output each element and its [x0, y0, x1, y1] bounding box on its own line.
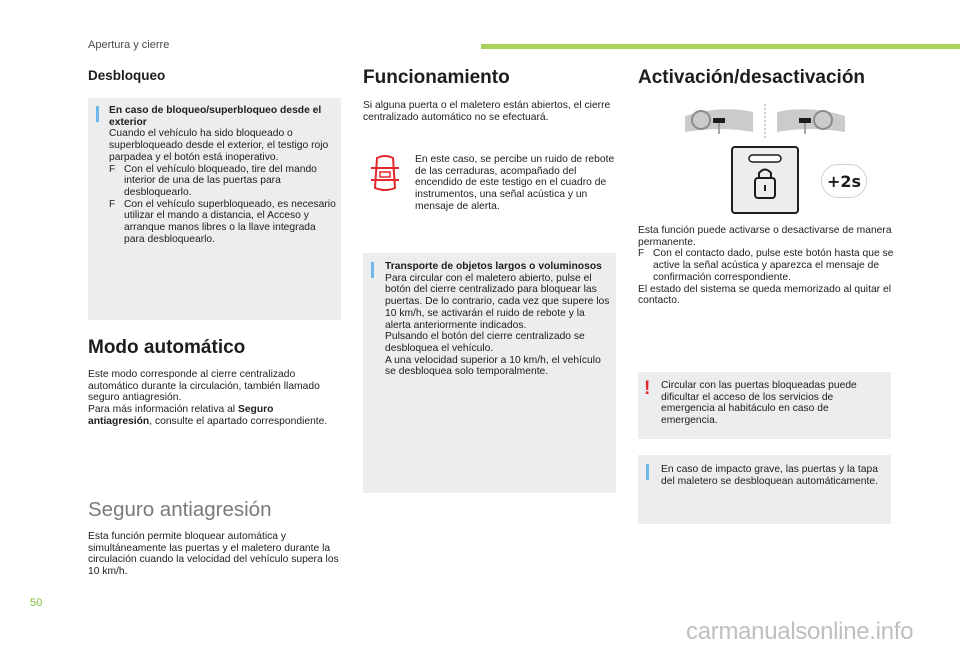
transporte-info-text — [385, 261, 611, 378]
transporte-info-title: Transporte de objetos largos o voluminosos — [385, 261, 602, 272]
desbloqueo-info-title: En caso de bloqueo/superbloqueo desde el exterior — [109, 105, 322, 128]
activacion-body: Esta función puede activarse o desactivarse de manera permanente. — [638, 225, 892, 248]
warning-icon: ! — [644, 378, 651, 399]
modo-ref-suffix: , consulte el apartado correspondiente. — [149, 415, 328, 427]
door-lock-warning-icon — [368, 154, 402, 194]
dashboard-icon — [685, 102, 845, 140]
activacion-memo: El estado del sistema se queda memorizado al quitar el contacto. — [638, 283, 891, 307]
modo-ref-link: Seguro antiagresión — [88, 404, 274, 427]
lock-button-icon — [731, 146, 799, 214]
transporte-info-p2: Pulsando el botón del cierre centralizado se desbloquea el vehículo. — [385, 331, 585, 354]
desbloqueo-bullet-2: F Con el vehículo superbloqueado, es necesario utilizar el mando a distancia, el Acceso y arranque manos libres o la llave integrada para desbloquearlo. — [109, 199, 337, 246]
press-duration-label: +2s — [826, 171, 862, 191]
modo-automatico-heading: Modo automático — [88, 337, 246, 358]
watermark: carmanualsonline.info — [686, 618, 914, 645]
desbloqueo-heading: Desbloqueo — [88, 68, 166, 83]
impacto-info-text: En caso de impacto grave, las puertas y la tapa del maletero se desbloquean automáticamente. — [661, 464, 878, 487]
section-label: Apertura y cierre — [88, 39, 170, 51]
page-number: 50 — [30, 597, 43, 609]
funcionamiento-icon-text: En este caso, se percibe un ruido de rebote de las cerraduras, acompañado del encendido de este testigo en el cuadro de instrumentos, una señal acústica y un mensaje de alerta. — [415, 154, 615, 212]
info-icon — [371, 262, 374, 278]
desbloqueo-bullet-1: F Con el vehículo bloqueado, tire del mando interior de una de las puertas para desbloquearlo. — [109, 164, 337, 199]
funcionamiento-intro: Si alguna puerta o el maletero están abiertos, el cierre centralizado automático no se efectuará. — [363, 100, 611, 123]
info-icon — [96, 106, 99, 122]
activacion-text — [638, 225, 894, 307]
seguro-antiagresion-heading: Seguro antiagresión — [88, 498, 272, 521]
press-duration-icon — [821, 164, 867, 198]
modo-automatico-text — [88, 369, 338, 428]
seguro-antiagresion-body: Esta función permite bloquear automática y simultáneamente las puertas y el maletero durante la circulación cuando la velocidad del vehículo supera los 10 km/h. — [88, 531, 339, 578]
activacion-heading: Activación/desactivación — [638, 67, 866, 88]
desbloqueo-info-body: Cuando el vehículo ha sido bloqueado o superbloqueado desde el exterior, el testigo rojo parpadea y el botón está inoperativo. — [109, 128, 329, 163]
transporte-info-p3: A una velocidad superior a 10 km/h, el vehículo se desbloquea solo temporalmente. — [385, 354, 601, 378]
desbloqueo-info-text — [109, 105, 337, 245]
header-accent-bar — [481, 44, 960, 49]
modo-automatico-body: Este modo corresponde al cierre centralizado automático durante la circulación, también llamado seguro antiagresión. — [88, 369, 320, 404]
warning-text: Circular con las puertas bloqueadas puede dificultar el acceso de los servicios de emergencia al habitáculo en caso de emergencia. — [661, 380, 857, 427]
funcionamiento-heading: Funcionamiento — [363, 67, 510, 88]
transporte-info-p1: Para circular con el maletero abierto, pulse el botón del cierre centralizado para bloquear las puertas. De lo contrario, cada vez que supere los 10 km/h, se activarán el ruido de rebote y la alerta anteriormente indicados. — [385, 272, 610, 331]
info-icon — [646, 464, 649, 480]
activacion-bullet-1: F Con el contacto dado, pulse este botón hasta que se active la señal acústica y aparezca el mensaje de confirmación correspondiente. — [638, 248, 894, 283]
modo-ref-prefix: Para más información relativa al — [88, 404, 238, 416]
